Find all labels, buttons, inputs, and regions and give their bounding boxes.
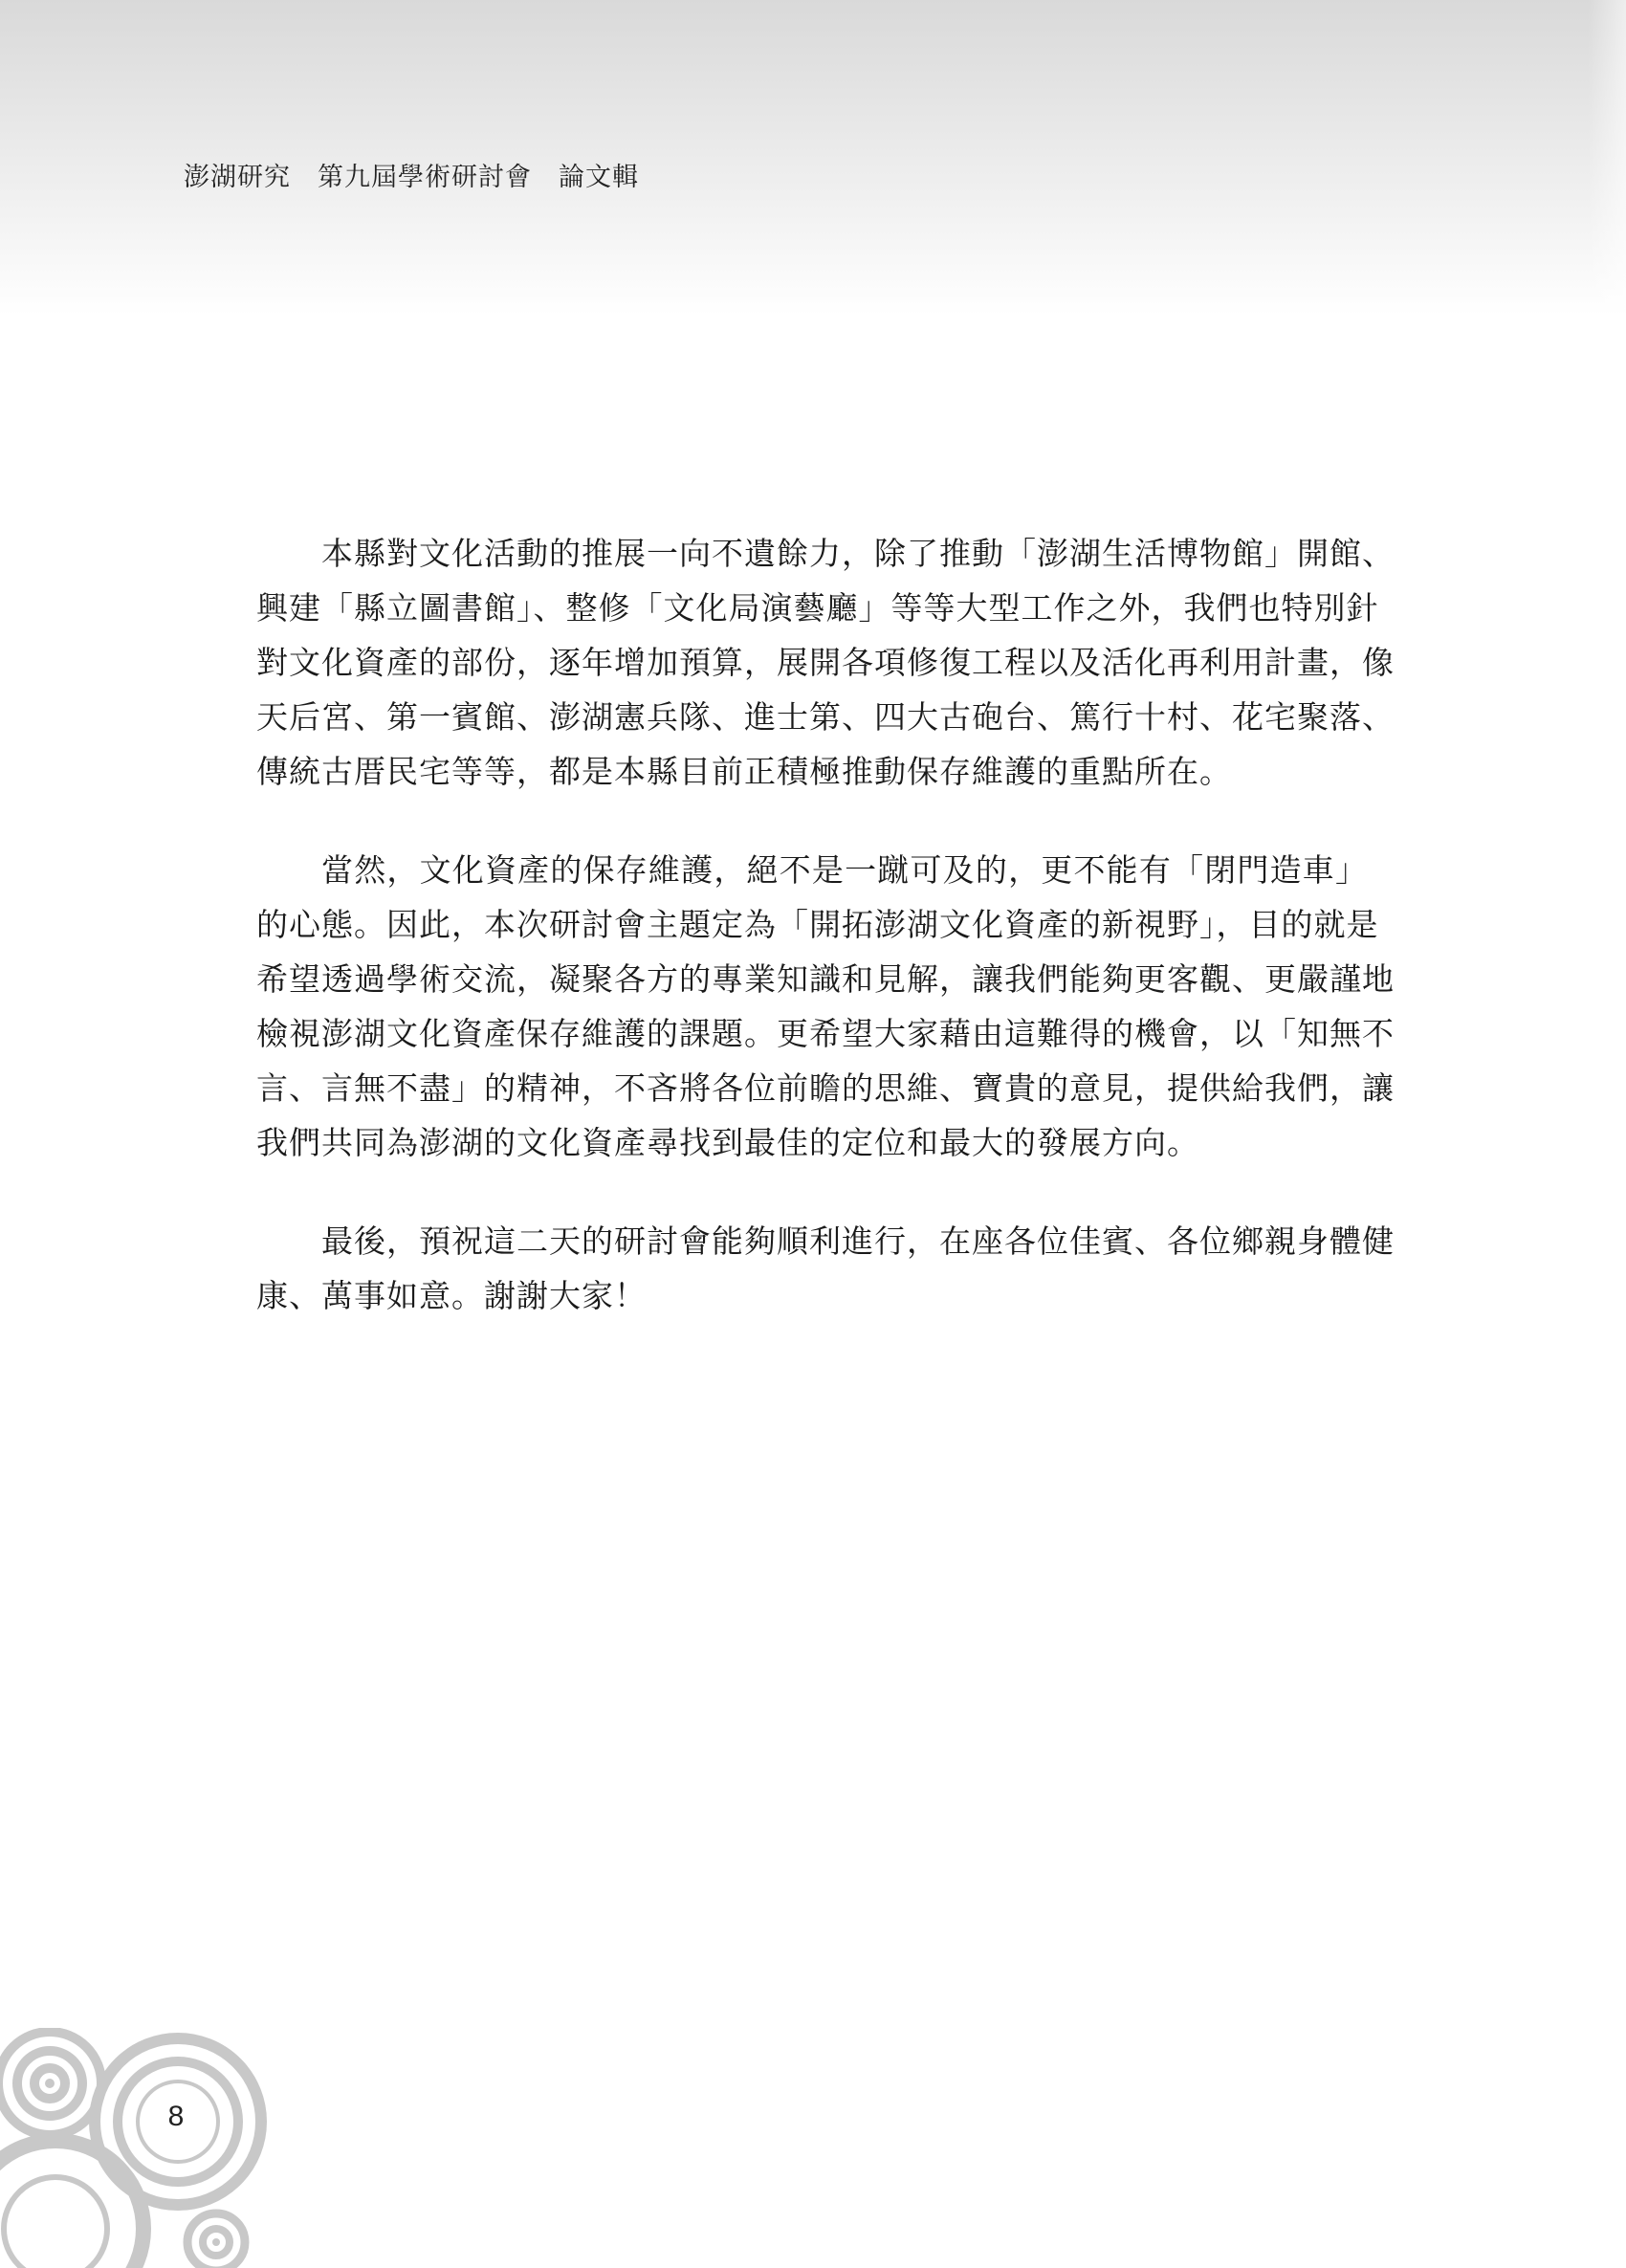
paragraph-2 — [256, 843, 1395, 1170]
text-line: 我們共同為澎湖的文化資產尋找到最佳的定位和最大的發展方向。 — [256, 1124, 1199, 1161]
body-text — [256, 526, 1395, 1367]
text-line: 對文化資產的部份，逐年增加預算，展開各項修復工程以及活化再利用計畫，像 — [256, 644, 1395, 681]
header-edge-fade — [1588, 0, 1626, 316]
text-line: 天后宮、第一賓館、澎湖憲兵隊、進士第、四大古砲台、篤行十村、花宅聚落、 — [256, 698, 1395, 736]
text-line: 興建「縣立圖書館」、整修「文化局演藝廳」等等大型工作之外，我們也特別針 — [256, 589, 1379, 627]
text-line: 的心態。因此，本次研討會主題定為「開拓澎湖文化資產的新視野」，目的就是 — [256, 906, 1379, 943]
text-line: 檢視澎湖文化資產保存維護的課題。更希望大家藉由這難得的機會，以「知無不 — [256, 1015, 1395, 1052]
text-line: 最後，預祝這二天的研討會能夠順利進行，在座各位佳賓、各位鄉親身體健 — [321, 1222, 1395, 1260]
text-line: 本縣對文化活動的推展一向不遺餘力，除了推動「澎湖生活博物館」開館、 — [321, 535, 1395, 572]
ring-dot — [212, 2238, 220, 2246]
page-number: 8 — [167, 2101, 185, 2132]
paragraph-3 — [256, 1214, 1395, 1323]
text-line: 康、萬事如意。謝謝大家！ — [256, 1277, 647, 1314]
running-header-title: 澎湖研究 第九屆學術研討會 論文輯 — [184, 163, 639, 192]
decorative-rings — [0, 2028, 277, 2268]
text-line: 言、言無不盡」的精神，不吝將各位前瞻的思維、寶貴的意見，提供給我們，讓 — [256, 1069, 1395, 1107]
text-line: 當然，文化資產的保存維護，絕不是一蹴可及的，更不能有「閉門造車」 — [321, 851, 1368, 889]
ring-shape — [4, 2177, 107, 2268]
text-line: 傳統古厝民宅等等，都是本縣目前正積極推動保存維護的重點所在。 — [256, 753, 1232, 790]
paragraph-1 — [256, 526, 1395, 799]
ring-shape — [0, 2141, 143, 2268]
text-line: 希望透過學術交流，凝聚各方的專業知識和見解，讓我們能夠更客觀、更嚴謹地 — [256, 960, 1395, 998]
ring-dot — [45, 2079, 55, 2088]
